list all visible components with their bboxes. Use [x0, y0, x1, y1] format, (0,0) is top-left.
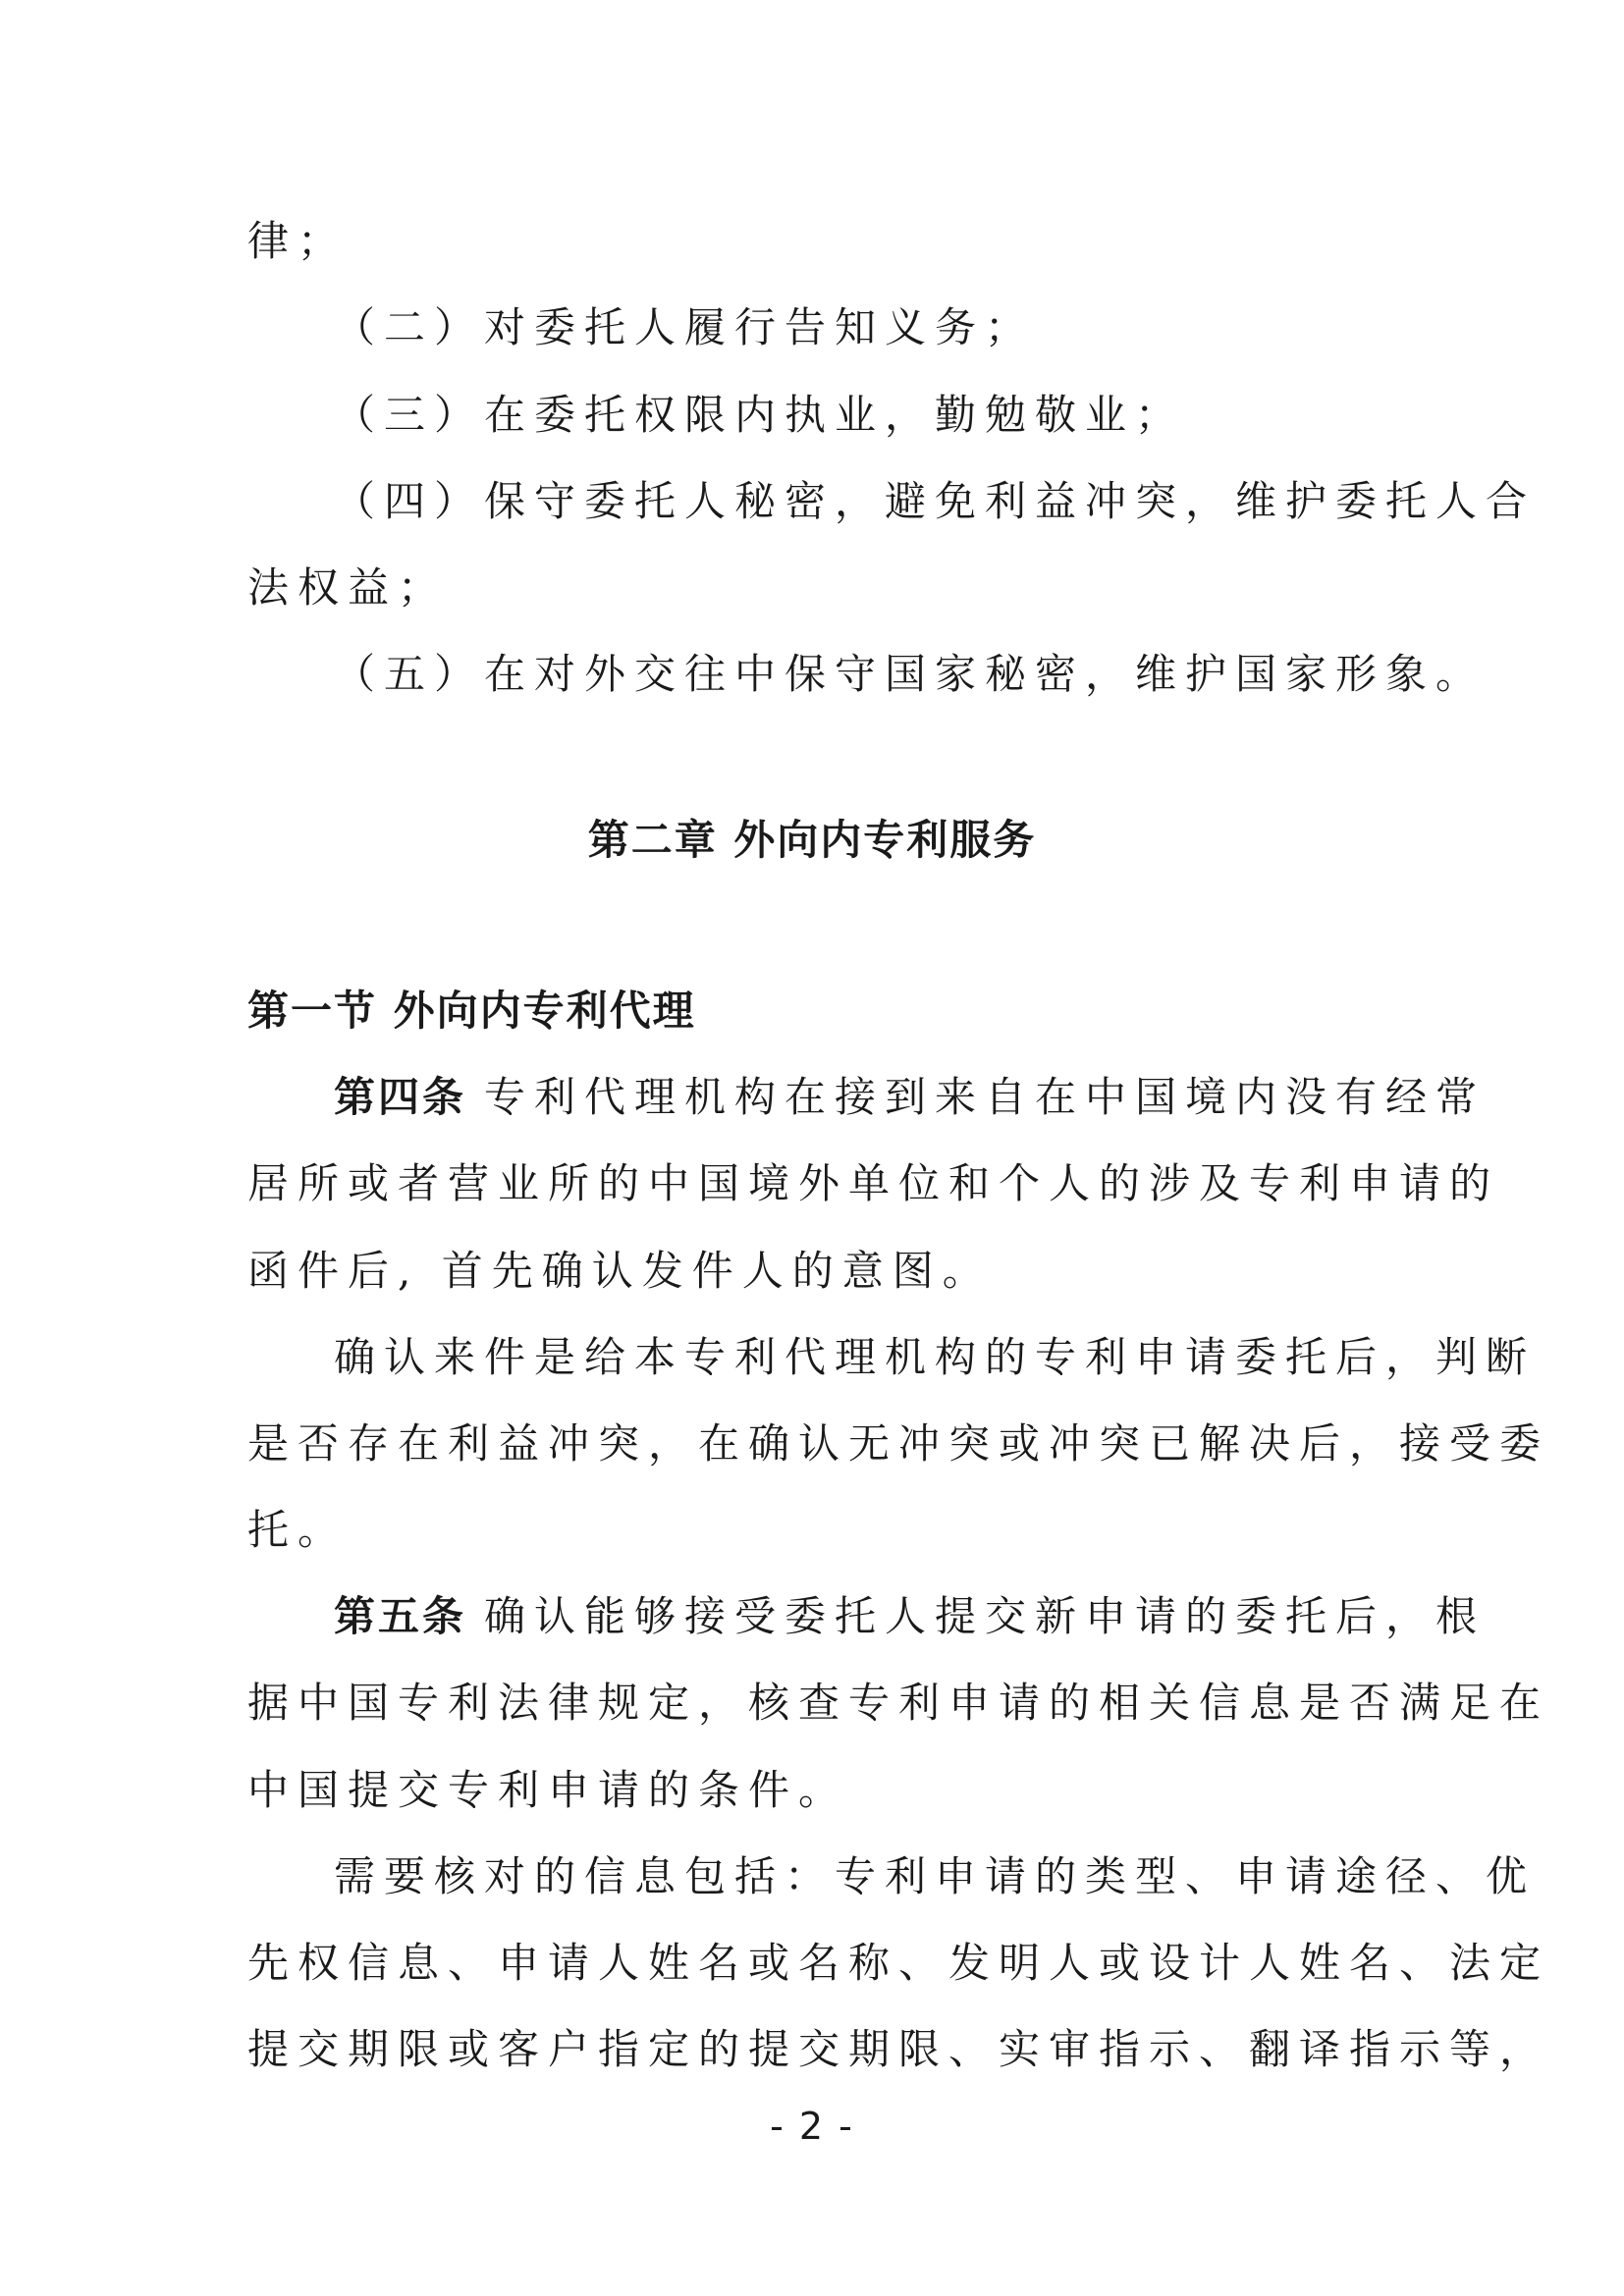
text-line: 函件后, 首先确认发件人的意图。	[247, 1247, 993, 1295]
section-title: 第一节 外向内专利代理	[247, 987, 696, 1035]
article-four-text: 专利代理机构在接到来自在中国境内没有经常	[484, 1073, 1487, 1121]
page-number: - 2 -	[770, 2105, 854, 2148]
list-item-three: （三）在委托权限内执业，勤勉敬业；	[334, 391, 1186, 439]
article-five-label: 第五条	[334, 1592, 467, 1640]
list-item-five: （五）在对外交往中保守国家秘密，维护国家形象。	[334, 650, 1487, 698]
text-line: 居所或者营业所的中国境外单位和个人的涉及专利申请的	[247, 1159, 1500, 1207]
text-line: 是否存在利益冲突，在确认无冲突或冲突已解决后，接受委	[247, 1419, 1550, 1468]
article-five-text: 确认能够接受委托人提交新申请的委托后，根	[484, 1592, 1487, 1640]
text-line: 先权信息、申请人姓名或名称、发明人或设计人姓名、法定	[247, 1939, 1550, 1987]
text-line: 据中国专利法律规定，核查专利申请的相关信息是否满足在	[247, 1679, 1550, 1727]
list-item-four: （四）保守委托人秘密，避免利益冲突，维护委托人合	[334, 477, 1537, 525]
text-line: 法权益；	[247, 563, 449, 612]
text-line: 中国提交专利申请的条件。	[247, 1766, 849, 1814]
text-line: 提交期限或客户指定的提交期限、实审指示、翻译指示等，	[247, 2025, 1550, 2073]
paragraph-first-line: 需要核对的信息包括：专利申请的类型、申请途径、优	[334, 1852, 1537, 1900]
article-four-first-line	[334, 1068, 1487, 1127]
chapter-title: 第二章 外向内专利服务	[587, 816, 1037, 864]
text-line: 托。	[247, 1506, 349, 1554]
article-four-label: 第四条	[334, 1073, 467, 1121]
paragraph-first-line: 确认来件是给本专利代理机构的专利申请委托后，判断	[334, 1333, 1537, 1381]
list-item-two: （二）对委托人履行告知义务；	[334, 303, 1036, 351]
text-line: 律；	[247, 217, 349, 265]
article-five-first-line	[334, 1587, 1487, 1646]
